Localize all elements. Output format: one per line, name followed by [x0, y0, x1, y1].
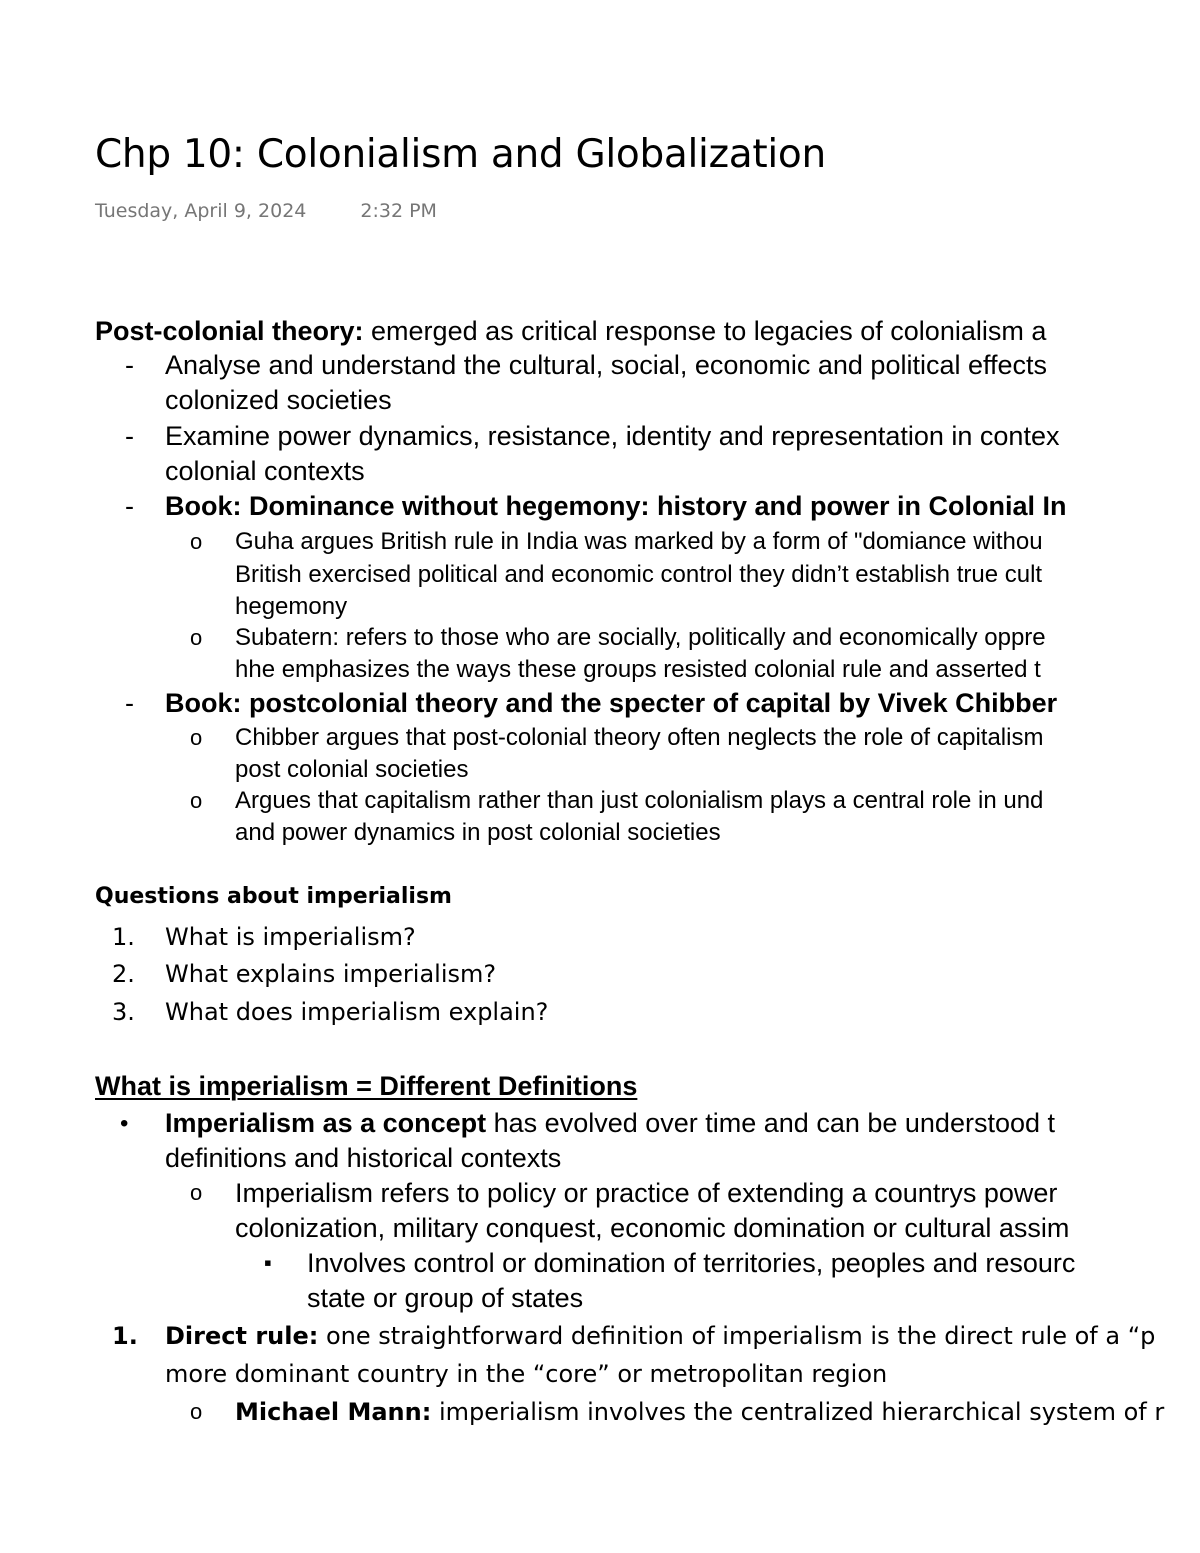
sub-item-line: Imperialism refers to policy or practice of extending a countrys power — [235, 1178, 1058, 1208]
sub-item-line: post colonial societies — [235, 756, 469, 783]
book-title: Book: postcolonial theory and the specter of capital by Vivek Chibber — [165, 688, 1058, 718]
concept-rest: has evolved over time and can be understood t — [486, 1108, 1055, 1138]
circle-marker: o — [190, 788, 203, 813]
number-marker: 2. — [112, 960, 135, 988]
page-title: Chp 10: Colonialism and Globalization — [95, 132, 826, 177]
circle-marker: o — [190, 725, 203, 750]
number-marker: 1. — [112, 1322, 138, 1350]
sub-item-line: Guha argues British rule in India was marked by a form of "domiance withou — [235, 528, 1043, 555]
sub-item-line: colonization, military conquest, economic domination or cultural assim — [235, 1213, 1070, 1243]
number-marker: 3. — [112, 998, 135, 1026]
bullet-line — [165, 1110, 1055, 1137]
sub-item-line: hhe emphasizes the ways these groups resisted colonial rule and asserted t — [235, 656, 1041, 683]
circle-marker: o — [190, 1399, 203, 1424]
square-marker: ▪ — [264, 1250, 272, 1275]
subsub-item-line: state or group of states — [307, 1283, 584, 1313]
direct-rule-line: more dominant country in the “core” or metropolitan region — [165, 1360, 888, 1388]
sub-item-line: Argues that capitalism rather than just colonialism plays a central role in und — [235, 787, 1044, 814]
number-marker: 1. — [112, 923, 135, 951]
dash-marker: - — [125, 491, 134, 521]
circle-marker: o — [190, 1180, 203, 1205]
sub-item-line: British exercised political and economic control they didn’t establish true cult — [235, 561, 1043, 588]
direct-rule-term: Direct rule: — [165, 1322, 319, 1350]
subsub-item-line: Involves control or domination of territories, peoples and resourc — [307, 1248, 1076, 1278]
postcolonial-term: Post-colonial theory: — [95, 316, 364, 346]
dash-marker: - — [125, 350, 134, 380]
mann-line — [235, 1400, 1164, 1424]
question-item: What explains imperialism? — [165, 960, 497, 988]
concept-term: Imperialism as a concept — [165, 1108, 487, 1138]
mann-rest: imperialism involves the centralized hierarchical system of r — [431, 1398, 1165, 1426]
sub-item-line: Chibber argues that post-colonial theory often neglects the role of capitalism — [235, 724, 1044, 751]
page-date: Tuesday, April 9, 2024 — [95, 200, 307, 222]
list-item-line: colonial contexts — [165, 456, 365, 486]
postcolonial-paragraph — [95, 318, 1046, 345]
circle-marker: o — [190, 529, 203, 554]
question-item: What is imperialism? — [165, 923, 416, 951]
definitions-heading: What is imperialism = Different Definitions — [95, 1071, 638, 1101]
list-item-line: colonized societies — [165, 385, 392, 415]
postcolonial-definition: emerged as critical response to legacies of colonialism a — [363, 316, 1047, 346]
circle-marker: o — [190, 625, 203, 650]
list-item-line: Analyse and understand the cultural, social, economic and political effects — [165, 350, 1048, 380]
questions-heading: Questions about imperialism — [95, 884, 452, 909]
bullet-line: definitions and historical contexts — [165, 1143, 562, 1173]
question-item: What does imperialism explain? — [165, 998, 549, 1026]
page-dateline — [95, 200, 437, 222]
mann-term: Michael Mann: — [235, 1398, 432, 1426]
direct-rule-line — [165, 1324, 1155, 1348]
dash-marker: - — [125, 688, 134, 718]
dash-marker: - — [125, 421, 134, 451]
page-time: 2:32 PM — [360, 200, 437, 222]
direct-rule-rest: one straightforward definition of imperialism is the direct rule of a “p — [318, 1322, 1156, 1350]
bullet-marker: • — [120, 1110, 129, 1137]
sub-item-line: and power dynamics in post colonial societies — [235, 819, 721, 846]
book-title: Book: Dominance without hegemony: history and power in Colonial In — [165, 491, 1067, 521]
sub-item-line: Subatern: refers to those who are socially, politically and economically oppre — [235, 624, 1046, 651]
list-item-line: Examine power dynamics, resistance, identity and representation in contex — [165, 421, 1060, 451]
sub-item-line: hegemony — [235, 593, 348, 620]
